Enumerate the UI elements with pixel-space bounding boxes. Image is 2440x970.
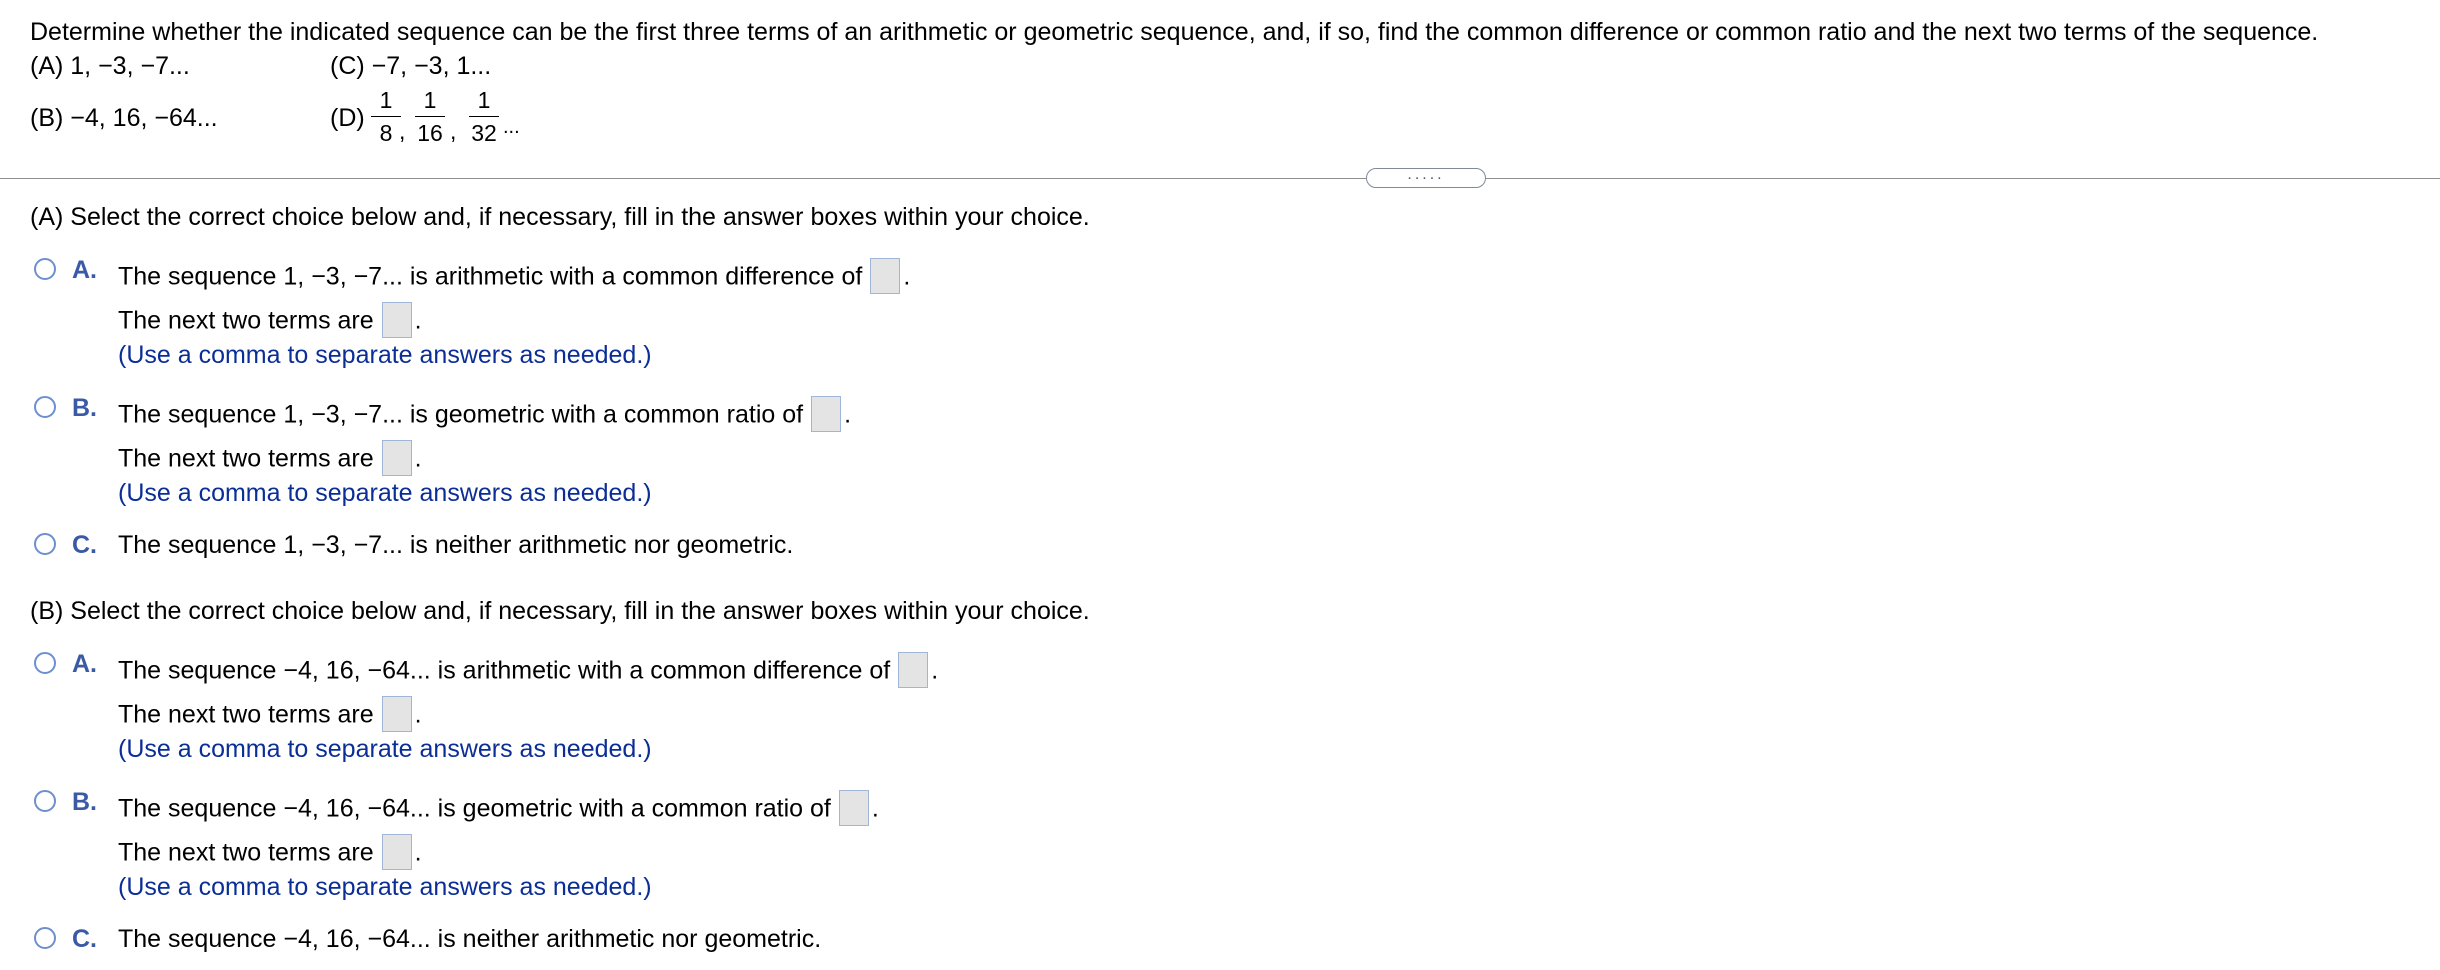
choice-a-a-text-line xyxy=(118,260,910,296)
choice-text: The sequence −4, 16, −64... is neither arithmetic nor geometric. xyxy=(118,925,822,953)
fraction-bar xyxy=(415,116,445,117)
next-terms-label: The next two terms are xyxy=(118,306,374,335)
choice-text: The sequence 1, −3, −7... is geometric with a common ratio of xyxy=(118,400,804,429)
period: . xyxy=(903,262,911,291)
part-a-label: (A) xyxy=(30,52,64,80)
answer-box-common-ratio[interactable] xyxy=(839,790,869,826)
fraction-one-thirty-second xyxy=(466,86,502,147)
radio-a-b[interactable] xyxy=(34,396,56,418)
answer-box-next-terms[interactable] xyxy=(382,834,412,870)
choice-b-b-text-line xyxy=(118,792,879,828)
part-c-label: (C) xyxy=(330,52,365,80)
part-c-terms: −7, −3, 1... xyxy=(371,52,492,80)
radio-a-c[interactable] xyxy=(34,533,56,555)
fraction-separator-2: , xyxy=(450,118,457,144)
answer-box-next-terms[interactable] xyxy=(382,302,412,338)
choice-b-a-next-line xyxy=(118,698,422,734)
fraction-numerator: 1 xyxy=(477,87,491,113)
part-c xyxy=(330,52,491,81)
part-a-terms: 1, −3, −7... xyxy=(70,52,190,80)
fraction-one-sixteenth xyxy=(412,86,448,147)
choice-text: The sequence −4, 16, −64... is arithmetic with a common difference of xyxy=(118,656,891,685)
section-a-header: (A) Select the correct choice below and, if necessary, fill in the answer boxes within your choice. xyxy=(30,203,1090,231)
period: . xyxy=(844,400,852,429)
fraction-numerator: 1 xyxy=(423,87,437,113)
fraction-denominator: 32 xyxy=(471,120,497,146)
fraction-denominator: 8 xyxy=(379,120,393,146)
choice-a-b-text-line xyxy=(118,398,851,434)
choice-letter-c: C. xyxy=(72,925,97,953)
period: . xyxy=(931,656,939,685)
question-prompt: Determine whether the indicated sequence can be the first three terms of an arithmetic or geometric sequence, and, if so, find the common difference or common ratio and the next two terms of the sequence. xyxy=(30,18,2319,46)
choice-a-a-next-line xyxy=(118,304,422,340)
choice-text: The sequence 1, −3, −7... is neither arithmetic nor geometric. xyxy=(118,531,794,559)
hint-text: (Use a comma to separate answers as needed.) xyxy=(118,479,652,507)
radio-b-a[interactable] xyxy=(34,652,56,674)
period: . xyxy=(871,794,879,823)
period: . xyxy=(414,444,422,473)
answer-box-common-difference[interactable] xyxy=(898,652,928,688)
radio-a-a[interactable] xyxy=(34,258,56,280)
expand-toggle-button[interactable]: ..... xyxy=(1366,168,1486,188)
radio-b-c[interactable] xyxy=(34,927,56,949)
part-a xyxy=(30,52,190,81)
choice-text: The sequence −4, 16, −64... is geometric with a common ratio of xyxy=(118,794,831,823)
period: . xyxy=(414,700,422,729)
period: . xyxy=(414,838,422,867)
choice-letter-b: B. xyxy=(72,394,97,422)
part-b-terms: −4, 16, −64... xyxy=(70,104,218,132)
part-b-label: (B) xyxy=(30,104,64,132)
fraction-separator-1: , xyxy=(399,118,406,144)
answer-box-next-terms[interactable] xyxy=(382,696,412,732)
hint-text: (Use a comma to separate answers as needed.) xyxy=(118,341,652,369)
choice-b-a-text-line xyxy=(118,654,938,690)
choice-letter-b: B. xyxy=(72,788,97,816)
choice-letter-c: C. xyxy=(72,531,97,559)
next-terms-label: The next two terms are xyxy=(118,838,374,867)
period: . xyxy=(414,306,422,335)
choice-b-b-next-line xyxy=(118,836,422,872)
next-terms-label: The next two terms are xyxy=(118,700,374,729)
part-b xyxy=(30,104,218,133)
fraction-ellipsis: ... xyxy=(503,116,520,138)
answer-box-common-ratio[interactable] xyxy=(811,396,841,432)
choice-text: The sequence 1, −3, −7... is arithmetic with a common difference of xyxy=(118,262,863,291)
hint-text: (Use a comma to separate answers as needed.) xyxy=(118,735,652,763)
divider xyxy=(0,178,2440,179)
fraction-denominator: 16 xyxy=(417,120,443,146)
choice-letter-a: A. xyxy=(72,650,97,678)
fraction-bar xyxy=(371,116,401,117)
fraction-bar xyxy=(469,116,499,117)
section-b-header: (B) Select the correct choice below and, if necessary, fill in the answer boxes within your choice. xyxy=(30,597,1090,625)
answer-box-common-difference[interactable] xyxy=(870,258,900,294)
choice-a-b-next-line xyxy=(118,442,422,478)
fraction-numerator: 1 xyxy=(379,87,393,113)
radio-b-b[interactable] xyxy=(34,790,56,812)
next-terms-label: The next two terms are xyxy=(118,444,374,473)
hint-text: (Use a comma to separate answers as needed.) xyxy=(118,873,652,901)
choice-letter-a: A. xyxy=(72,256,97,284)
answer-box-next-terms[interactable] xyxy=(382,440,412,476)
part-d-label: (D) xyxy=(330,104,365,132)
